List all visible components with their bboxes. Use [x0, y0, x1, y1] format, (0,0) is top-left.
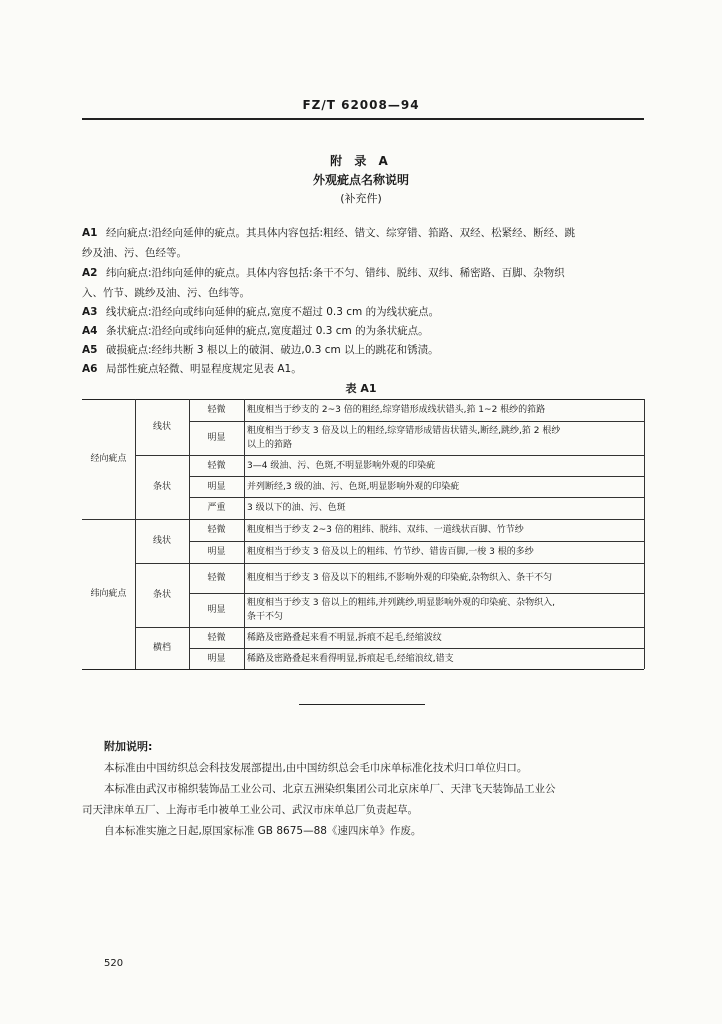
definition-line: 纱及油、污、色经等。 [82, 247, 187, 259]
description-cell [244, 541, 644, 563]
degree-label: 轻微 [207, 573, 226, 583]
appendix-title: 外观疵点名称说明 [312, 173, 409, 187]
degree-cell [189, 399, 244, 421]
note-paragraph [82, 758, 644, 779]
degree-cell [189, 648, 244, 669]
description-text: 粗度相当于纱支 2~3 倍的粗纬、脱纬、双纬、一道线状百脚、竹节纱 [247, 525, 524, 535]
note-line: 自本标准实施之日起,原国家标准 GB 8675—88《速四床单》作废。 [104, 825, 422, 837]
definition-code: A2 [82, 267, 98, 279]
description-text: 粗度相当于纱支 3 倍以上的粗纬,并列跳纱,明显影响外观的印染疵、杂物织入, [247, 598, 556, 608]
definition-a3 [82, 302, 644, 322]
degree-cell [189, 421, 244, 455]
definition-code: A6 [82, 363, 98, 375]
group-label: 条状 [152, 482, 171, 492]
table-category-cell [82, 399, 135, 519]
page-number: 520 [104, 958, 124, 969]
description-text: 粗度相当于纱支的 2~3 倍的粗经,综穿错形成线状错头,筘 1~2 根纱的筘路 [247, 405, 546, 415]
definition-line: 破损疵点:经纬共断 3 根以上的破洞、破边,0.3 cm 以上的跳花和锈渍。 [106, 344, 439, 356]
degree-cell [189, 497, 244, 519]
table-group-cell [135, 563, 189, 627]
table-group-cell [135, 627, 189, 669]
degree-cell [189, 541, 244, 563]
table-caption: 表 A1 [345, 382, 377, 395]
degree-cell [189, 563, 244, 593]
degree-label: 轻微 [207, 460, 226, 471]
definition-code: A5 [82, 344, 98, 356]
group-label: 条状 [152, 590, 171, 600]
table-bottom-rule [82, 669, 644, 670]
degree-label: 明显 [207, 481, 226, 492]
description-text: 并列断经,3 级的油、污、色斑,明显影响外观的印染疵 [247, 481, 460, 492]
note-line: 司天津床单五厂、上海市毛巾被单工业公司、武汉市床单总厂负责起草。 [82, 804, 418, 816]
table-category-cell [82, 519, 135, 669]
description-text: 以上的筘路 [247, 440, 293, 450]
degree-label: 明显 [207, 433, 226, 443]
notes-heading: 附加说明: [104, 740, 153, 753]
table-column-line [644, 399, 645, 669]
description-text: 稀路及密路叠起来看得明显,拆痕起毛,经缩浪纹,错支 [247, 653, 454, 664]
description-text: 条干不匀 [247, 612, 284, 622]
definition-a6 [82, 359, 644, 379]
category-label: 纬向疵点 [90, 589, 127, 599]
note-paragraph [82, 779, 644, 821]
degree-cell [189, 476, 244, 497]
definition-code: A3 [82, 306, 98, 318]
appendix-type: (补充件) [340, 192, 382, 205]
definition-line: 经向疵点:沿经向延伸的疵点。其具体内容包括:粗经、错文、综穿错、筘路、双经、松紧经、断经、跳 [106, 227, 576, 239]
description-cell [244, 421, 644, 455]
category-label: 经向疵点 [90, 454, 127, 464]
definition-line: 线状疵点:沿经向或纬向延伸的疵点,宽度不超过 0.3 cm 的为线状疵点。 [106, 306, 440, 318]
table-group-cell [135, 455, 189, 519]
definition-code: A1 [82, 227, 98, 239]
definition-line: 条状疵点:沿经向或纬向延伸的疵点,宽度超过 0.3 cm 的为条状疵点。 [106, 325, 429, 337]
table-group-cell [135, 519, 189, 563]
degree-cell [189, 455, 244, 476]
group-label: 线状 [152, 536, 171, 546]
definition-a4 [82, 321, 644, 341]
section-separator [299, 704, 425, 705]
description-cell [244, 648, 644, 669]
degree-cell [189, 593, 244, 627]
description-cell [244, 399, 644, 421]
degree-label: 明显 [207, 605, 226, 615]
description-cell [244, 563, 644, 593]
group-label: 横档 [152, 643, 171, 653]
definition-line: 局部性疵点轻微、明显程度规定见表 A1。 [106, 363, 302, 375]
description-text: 3 级以下的油、污、色斑 [247, 503, 346, 513]
degree-label: 明显 [207, 653, 226, 664]
table-group-cell [135, 399, 189, 455]
description-text: 粗度相当于纱支 3 倍及以下的粗纬,不影响外观的印染疵,杂物织入、条干不匀 [247, 573, 553, 583]
degree-label: 严重 [207, 503, 226, 513]
note-line: 本标准由武汉市棉织装饰品工业公司、北京五洲染织集团公司北京床单厂、天津飞天装饰品工业公 [104, 783, 556, 795]
definition-code: A4 [82, 325, 98, 337]
description-text: 稀路及密路叠起来看不明显,拆痕不起毛,经缩波纹 [247, 632, 442, 643]
degree-cell [189, 627, 244, 648]
description-text: 粗度相当于纱支 3 倍及以上的粗纬、竹节纱、错齿百脚,一梭 3 根的多纱 [247, 547, 534, 557]
appendix-label: 附 录 A [330, 154, 392, 168]
header-rule [82, 118, 644, 120]
definition-a1 [82, 223, 644, 263]
description-cell [244, 627, 644, 648]
definition-a5 [82, 340, 644, 360]
description-text: 粗度相当于纱支 3 倍及以上的粗经,综穿错形成错齿状错头,断经,跳纱,筘 2 根纱 [247, 426, 561, 436]
description-cell [244, 593, 644, 627]
degree-label: 轻微 [207, 525, 226, 535]
degree-label: 轻微 [207, 632, 226, 643]
group-label: 线状 [152, 422, 171, 432]
standard-code-header: FZ/T 62008—94 [302, 98, 420, 112]
degree-cell [189, 519, 244, 541]
description-cell [244, 455, 644, 476]
description-cell [244, 519, 644, 541]
note-paragraph [82, 821, 644, 842]
definition-line: 纬向疵点:沿纬向延伸的疵点。具体内容包括:条干不匀、错纬、脱纬、双纬、稀密路、百脚、杂物织 [106, 267, 565, 279]
degree-label: 明显 [207, 547, 226, 557]
degree-label: 轻微 [207, 405, 226, 415]
description-cell [244, 476, 644, 497]
description-cell [244, 497, 644, 519]
description-text: 3—4 级油、污、色斑,不明显影响外观的印染疵 [247, 460, 436, 471]
note-line: 本标准由中国纺织总会科技发展部提出,由中国纺织总会毛巾床单标准化技术归口单位归口。 [104, 762, 528, 774]
definition-line: 入、竹节、跳纱及油、污、色纬等。 [82, 287, 250, 299]
definition-a2 [82, 263, 644, 303]
